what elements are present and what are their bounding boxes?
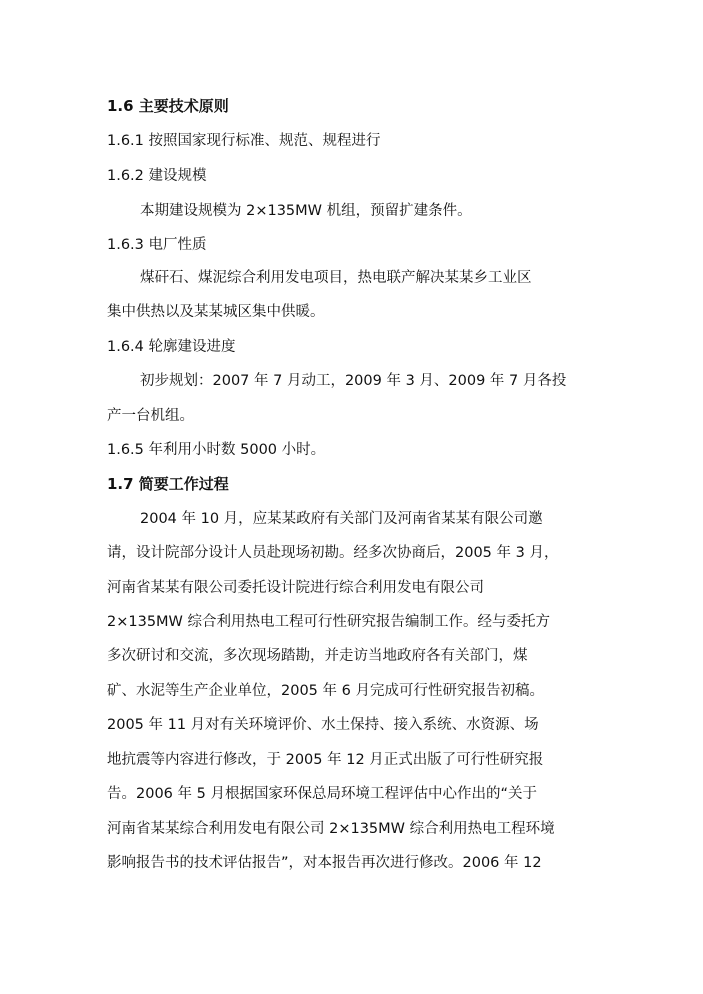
item-1-6-2-body: 本期建设规模为 2×135MW 机组，预留扩建条件。 [140,203,472,219]
section-heading-1-6: 1.6 主要技术原则 [107,97,229,115]
item-1-6-4-body-line: 产一台机组。 [107,408,194,424]
body-line: 河南省某某综合利用发电有限公司 2×135MW 综合利用热电工程环境 [107,821,555,837]
body-line: 2×135MW 综合利用热电工程可行性研究报告编制工作。经与委托方 [107,614,551,630]
body-line: 多次研讨和交流，多次现场踏勘，并走访当地政府各有关部门，煤 [107,648,528,664]
body-line: 请，设计院部分设计人员赴现场初勘。经多次协商后，2005 年 3 月， [107,545,559,561]
body-line: 2005 年 11 月对有关环境评价、水土保持、接入系统、水资源、场 [107,717,539,733]
item-1-6-3-body-line: 集中供热以及某某城区集中供暖。 [107,304,325,320]
item-1-6-4-body-line: 初步规划：2007 年 7 月动工，2009 年 3 月、2009 年 7 月各投 [140,373,567,389]
body-line: 地抗震等内容进行修改，于 2005 年 12 月正式出版了可行性研究报 [107,752,544,768]
item-1-6-3-body-line: 煤矸石、煤泥综合利用发电项目，热电联产解决某某乡工业区 [140,270,532,286]
item-1-6-3-heading: 1.6.3 电厂性质 [107,237,207,253]
body-line: 矿、水泥等生产企业单位，2005 年 6 月完成可行性研究报告初稿。 [107,683,544,699]
item-1-6-5: 1.6.5 年利用小时数 5000 小时。 [107,442,326,458]
body-line: 影响报告书的技术评估报告”，对本报告再次进行修改。2006 年 12 [107,855,542,871]
item-1-6-1: 1.6.1 按照国家现行标准、规范、规程进行 [107,133,381,149]
body-line: 2004 年 10 月，应某某政府有关部门及河南省某某有限公司邀 [140,511,543,527]
body-line: 河南省某某有限公司委托设计院进行综合利用发电有限公司 [107,580,484,596]
section-heading-1-7: 1.7 简要工作过程 [107,475,229,493]
item-1-6-4-heading: 1.6.4 轮廓建设进度 [107,339,236,355]
item-1-6-2-heading: 1.6.2 建设规模 [107,168,207,184]
body-line: 告。2006 年 5 月根据国家环保总局环境工程评估中心作出的“关于 [107,786,537,802]
